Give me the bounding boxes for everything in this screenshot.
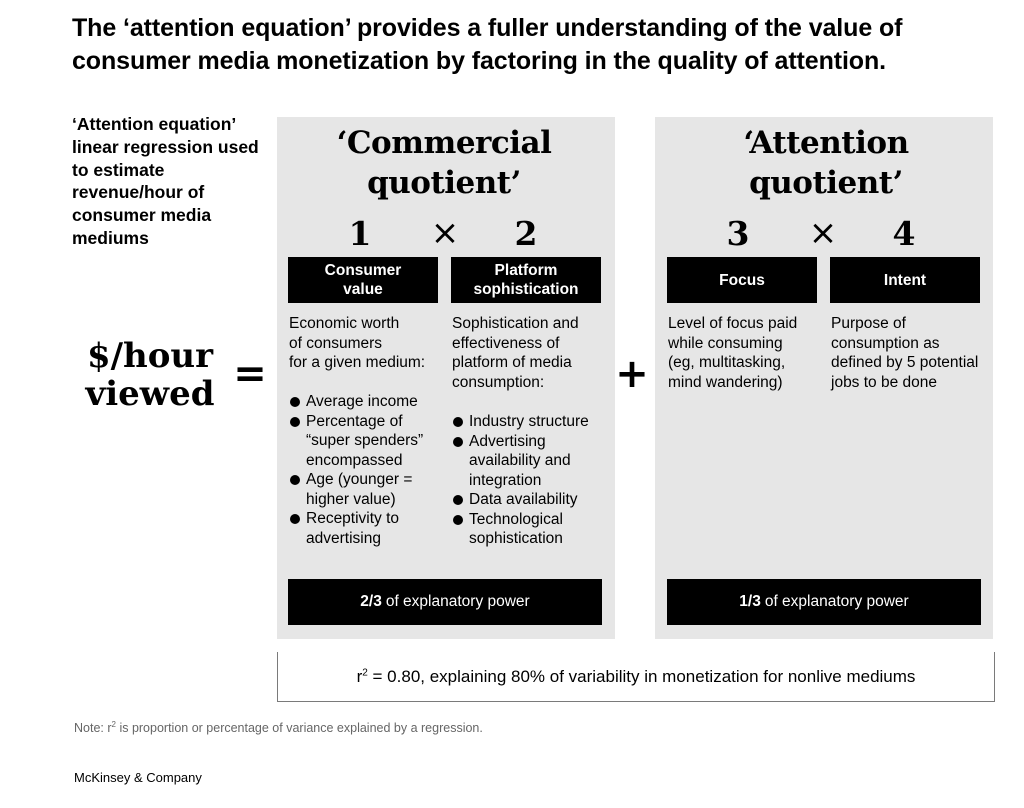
figure-title: The ‘attention equation’ provides a fuller understanding of the value of consumer media monetization by factoring in the quality of attention. (72, 14, 903, 75)
desc-line: of consumers (289, 334, 383, 352)
desc-line: consumption as (831, 334, 940, 352)
r-symbol: r (356, 666, 363, 686)
desc-line: jobs to be done (831, 373, 938, 391)
bullet-item (289, 470, 449, 509)
desc-line: Purpose of (831, 315, 906, 332)
times-sign-commercial: × (430, 213, 460, 253)
desc-line: for a given medium: (289, 354, 426, 371)
focus-description (668, 314, 828, 392)
bullet-text: Data availability (469, 491, 578, 508)
intent-label-text: Intent (883, 271, 927, 289)
desc-line: Economic worth (289, 315, 400, 332)
r-squared-rest: = 0.80, explaining 80% of variability in monetization for nonlive mediums (367, 666, 916, 686)
attention-title-line1: ‘Attention (743, 125, 909, 161)
note-exponent: 2 (111, 720, 116, 729)
desc-line: Level of focus paid (668, 315, 798, 332)
lhs-line2: viewed (85, 374, 215, 414)
bullet-item (289, 412, 449, 471)
focus-label (667, 257, 817, 303)
factor-number-2: 2 (514, 214, 538, 253)
consumer-value-description (289, 314, 449, 373)
consumer-value-line1: Consumer (324, 262, 402, 279)
side-label: ‘Attention equation’ linear regression used to estimate revenue/hour of consumer media mediums (72, 114, 259, 248)
intent-description (831, 314, 993, 392)
commercial-title-line1: ‘Commercial (336, 125, 552, 161)
desc-line: (eg, multitasking, (668, 354, 786, 371)
focus-label-text: Focus (719, 271, 765, 289)
desc-line: defined by 5 potential (831, 354, 979, 371)
commercial-explanatory-power (288, 579, 602, 625)
commercial-power-fraction: 2/3 (360, 593, 382, 610)
bullet-text: higher value) (306, 490, 396, 508)
attention-power-fraction: 1/3 (739, 593, 761, 610)
plus-sign: + (615, 351, 649, 397)
bullet-text: Percentage of (306, 412, 403, 430)
bullet-item (289, 509, 449, 548)
times-sign-attention: × (808, 213, 838, 253)
bullet-text: integration (469, 471, 542, 489)
factor-number-4: 4 (892, 214, 916, 253)
consumer-value-bullets (289, 392, 449, 548)
desc-line: mind wandering) (668, 373, 783, 391)
attention-power-text: of explanatory power (764, 593, 909, 610)
platform-sophistication-description (452, 314, 612, 392)
intent-label (830, 257, 980, 303)
commercial-quotient-title (277, 123, 611, 203)
equals-sign: = (233, 351, 267, 397)
attention-title-line2: quotient’ (749, 165, 903, 201)
bullet-text: Age (younger = (306, 471, 413, 488)
bullet-item (452, 432, 612, 491)
bullet-text: sophistication (469, 530, 563, 547)
desc-line: effectiveness of (452, 334, 560, 352)
bullet-text: Receptivity to (306, 510, 400, 527)
desc-line: consumption: (452, 373, 545, 391)
platform-sophistication-line1: Platform (494, 262, 558, 279)
bullet-text: Advertising (469, 432, 546, 450)
r-exponent: 2 (362, 666, 368, 678)
factor-number-1: 1 (348, 214, 372, 253)
bullet-item (452, 412, 612, 432)
consumer-value-line2: value (343, 281, 383, 298)
commercial-title-line2: quotient’ (367, 165, 521, 201)
desc-line: platform of media (452, 354, 572, 371)
attention-quotient-title (659, 123, 993, 203)
bullet-text: encompassed (306, 451, 403, 469)
bullet-text: “super spenders” (306, 432, 424, 449)
note-prefix: Note: r (74, 721, 112, 736)
platform-sophistication-bullets (452, 412, 612, 549)
bullet-text: advertising (306, 529, 381, 547)
bullet-item (289, 392, 449, 412)
bullet-text: Average income (306, 393, 418, 410)
r-squared-summary (277, 652, 995, 702)
note-text: is proportion or percentage of variance explained by a regression. (115, 721, 483, 736)
commercial-power-text: of explanatory power (385, 593, 530, 610)
bullet-item (452, 510, 612, 549)
bullet-text: Industry structure (469, 413, 589, 430)
desc-line: while consuming (668, 334, 783, 352)
attention-explanatory-power (667, 579, 981, 625)
bullet-item (452, 490, 612, 510)
platform-sophistication-label (451, 257, 601, 303)
r-squared-text (357, 667, 916, 687)
lhs-line1: $/hour (86, 336, 214, 376)
bullet-text: Technological (469, 510, 563, 528)
desc-line: Sophistication and (452, 315, 579, 332)
consumer-value-label (288, 257, 438, 303)
bullet-text: availability and (469, 452, 571, 469)
platform-sophistication-line2: sophistication (473, 281, 579, 298)
lhs-label (84, 337, 216, 413)
factor-number-3: 3 (726, 214, 750, 253)
footnote (74, 720, 483, 735)
brand-logo-text: McKinsey & Company (74, 770, 202, 785)
